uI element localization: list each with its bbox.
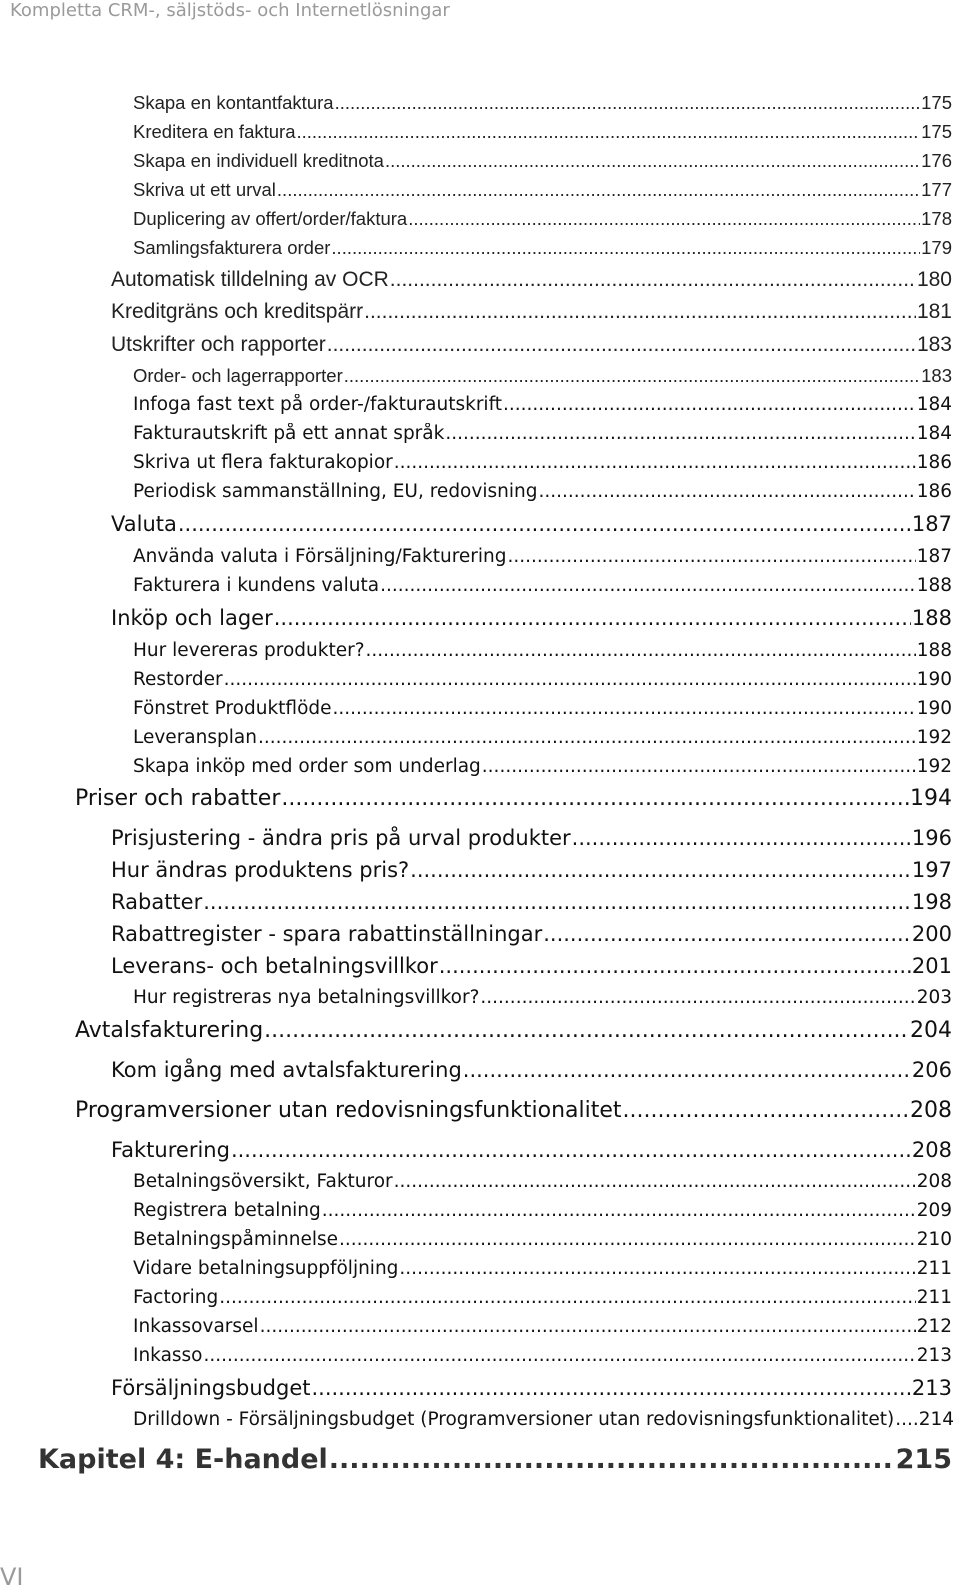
toc-leader bbox=[385, 150, 920, 172]
toc-entry[interactable] bbox=[133, 394, 952, 415]
toc-entry-title: Leverans- och betalningsvillkor bbox=[111, 954, 438, 978]
toc-entry-title: Kreditera en faktura bbox=[133, 121, 296, 142]
toc-entry-title: Hur levereras produkter? bbox=[133, 640, 365, 661]
toc-entry-title: Skriva ut flera fakturakopior bbox=[133, 452, 393, 473]
toc-entry-page: 179 bbox=[921, 237, 952, 258]
toc-entry[interactable] bbox=[133, 92, 952, 114]
toc-entry-page: 178 bbox=[921, 208, 952, 229]
toc-leader bbox=[503, 394, 916, 415]
toc-entry-title: Factoring bbox=[133, 1287, 219, 1308]
toc-entry-page: 208 bbox=[911, 1138, 952, 1162]
toc-entry[interactable] bbox=[111, 890, 952, 914]
toc-entry-page: 215 bbox=[895, 1444, 952, 1475]
toc-entry-page: 192 bbox=[916, 727, 952, 748]
toc-entry-page: 210 bbox=[916, 1229, 952, 1250]
toc-leader bbox=[203, 890, 911, 914]
toc-entry-title: Skapa en individuell kreditnota bbox=[133, 150, 384, 171]
toc-entry[interactable] bbox=[133, 481, 952, 502]
toc-entry-title: Utskrifter och rapporter bbox=[111, 333, 326, 356]
toc-entry-page: 184 bbox=[916, 423, 952, 444]
toc-entry[interactable] bbox=[133, 150, 952, 172]
toc-entry[interactable] bbox=[133, 423, 952, 444]
toc-leader bbox=[463, 1058, 911, 1082]
toc-leader bbox=[366, 640, 916, 661]
toc-entry[interactable] bbox=[133, 987, 952, 1008]
toc-leader bbox=[322, 1200, 916, 1221]
toc-leader bbox=[311, 1376, 910, 1400]
toc-entry-page: 175 bbox=[921, 92, 952, 113]
page-number: VI bbox=[0, 1563, 24, 1591]
toc-entry-page: 211 bbox=[916, 1258, 952, 1279]
toc-leader bbox=[296, 121, 920, 143]
toc-entry-page: 188 bbox=[911, 606, 952, 630]
toc-leader bbox=[399, 1258, 915, 1279]
toc-entry-title: Kapitel 4: E-handel bbox=[38, 1444, 328, 1475]
toc-leader bbox=[264, 1018, 909, 1043]
toc-entry[interactable] bbox=[111, 268, 952, 292]
toc-entry-page: 197 bbox=[911, 858, 952, 882]
toc-entry-page: 211 bbox=[916, 1287, 952, 1308]
toc-entry-title: Valuta bbox=[111, 512, 177, 536]
toc-entry-page: 190 bbox=[916, 698, 952, 719]
toc-entry-title: Inkasso bbox=[133, 1345, 203, 1366]
toc-leader bbox=[394, 452, 916, 473]
toc-leader bbox=[482, 756, 916, 777]
toc-entry-title: Fakturautskrift på ett annat språk bbox=[133, 423, 445, 444]
toc-entry[interactable] bbox=[133, 237, 952, 259]
toc-entry[interactable] bbox=[133, 1200, 952, 1221]
toc-leader bbox=[390, 268, 916, 292]
toc-entry[interactable] bbox=[133, 698, 952, 719]
toc-entry-page: 187 bbox=[916, 546, 952, 567]
toc-entry-page: 175 bbox=[921, 121, 952, 142]
toc-entry-title: Infoga fast text på order-/fakturautskrift bbox=[133, 394, 503, 415]
toc-leader bbox=[281, 786, 909, 811]
toc-entry-title: Skriva ut ett urval bbox=[133, 179, 276, 200]
toc-entry[interactable] bbox=[111, 1058, 952, 1082]
toc-entry-title: Inkassovarsel bbox=[133, 1316, 259, 1337]
toc-entry-page: 190 bbox=[916, 669, 952, 690]
toc-entry[interactable] bbox=[111, 954, 952, 978]
toc-entry-page: 177 bbox=[921, 179, 952, 200]
toc-leader bbox=[274, 606, 911, 630]
toc-leader bbox=[445, 423, 915, 444]
toc-entry[interactable] bbox=[111, 826, 952, 850]
toc-leader bbox=[572, 826, 911, 850]
toc-entry-page: 176 bbox=[921, 150, 952, 171]
toc-entry-page: 212 bbox=[916, 1316, 952, 1337]
toc-leader bbox=[333, 698, 916, 719]
toc-leader bbox=[623, 1098, 909, 1123]
toc-entry-page: 186 bbox=[916, 452, 952, 473]
toc-entry-title: Periodisk sammanställning, EU, redovisning bbox=[133, 481, 538, 502]
toc-entry-title: Skapa en kontantfaktura bbox=[133, 92, 334, 113]
toc-entry-chapter[interactable] bbox=[38, 1444, 952, 1475]
toc-entry-page: 208 bbox=[916, 1171, 952, 1192]
toc-entry-title: Duplicering av offert/order/faktura bbox=[133, 208, 408, 229]
toc-entry-page: 200 bbox=[911, 922, 952, 946]
toc-leader bbox=[204, 1345, 916, 1366]
toc-entry[interactable] bbox=[133, 1345, 952, 1366]
toc-entry-title: Skapa inköp med order som underlag bbox=[133, 756, 481, 777]
toc-leader bbox=[543, 922, 911, 946]
toc-entry-page: 214 bbox=[918, 1409, 954, 1430]
toc-entry-title: Fakturering bbox=[111, 1138, 230, 1162]
toc-entry[interactable] bbox=[111, 333, 952, 357]
toc-entry-page: 192 bbox=[916, 756, 952, 777]
toc-entry-page: 184 bbox=[916, 394, 952, 415]
toc-entry-title: Vidare betalningsuppföljning bbox=[133, 1258, 399, 1279]
toc-entry[interactable] bbox=[111, 512, 952, 536]
toc-entry-title: Fönstret Produktflöde bbox=[133, 698, 332, 719]
toc-leader bbox=[364, 300, 916, 324]
toc-entry[interactable] bbox=[111, 1376, 952, 1400]
toc-entry-title: Inköp och lager bbox=[111, 606, 273, 630]
toc-entry[interactable] bbox=[111, 606, 952, 630]
toc-leader bbox=[439, 954, 911, 978]
toc-entry-title: Hur ändras produktens pris? bbox=[111, 858, 410, 882]
toc-entry-title: Fakturera i kundens valuta bbox=[133, 575, 380, 596]
toc-leader bbox=[231, 1138, 911, 1162]
toc-leader bbox=[408, 208, 920, 230]
toc-leader bbox=[480, 987, 915, 1008]
toc-leader bbox=[380, 575, 916, 596]
toc-entry[interactable] bbox=[133, 669, 952, 690]
toc-entry-page: 203 bbox=[916, 987, 952, 1008]
toc-leader bbox=[260, 1316, 916, 1337]
toc-leader bbox=[344, 365, 920, 387]
toc-entry-title: Kom igång med avtalsfakturering bbox=[111, 1058, 462, 1082]
toc-entry[interactable] bbox=[75, 786, 952, 811]
toc-entry-page: 183 bbox=[916, 333, 952, 356]
toc-entry-page: 196 bbox=[911, 826, 952, 850]
toc-entry-page: 208 bbox=[910, 1098, 952, 1123]
toc-entry-page: 183 bbox=[921, 365, 952, 386]
toc-entry-title: Betalningsöversikt, Fakturor bbox=[133, 1171, 393, 1192]
toc-entry[interactable] bbox=[133, 1258, 952, 1279]
toc-entry-page: 201 bbox=[911, 954, 952, 978]
toc-entry[interactable] bbox=[133, 1409, 954, 1430]
toc-entry-title: Prisjustering - ändra pris på urval produkter bbox=[111, 826, 571, 850]
toc-entry[interactable] bbox=[111, 858, 952, 882]
toc-leader bbox=[508, 546, 916, 567]
toc-entry[interactable] bbox=[133, 727, 952, 748]
toc-entry[interactable] bbox=[133, 1316, 952, 1337]
toc-entry[interactable] bbox=[75, 1098, 952, 1123]
toc-leader bbox=[895, 1409, 917, 1430]
toc-entry[interactable] bbox=[133, 208, 952, 230]
toc-entry-title: Programversioner utan redovisningsfunktionalitet bbox=[75, 1098, 622, 1123]
toc-leader bbox=[327, 333, 916, 357]
toc-entry[interactable] bbox=[111, 300, 952, 324]
toc-entry-page: 188 bbox=[916, 575, 952, 596]
running-header: Kompletta CRM-, säljstöds- och Internetlösningar bbox=[10, 0, 450, 21]
toc-leader bbox=[219, 1287, 915, 1308]
toc-entry-title: Avtalsfakturering bbox=[75, 1018, 264, 1043]
toc-entry-page: 187 bbox=[911, 512, 952, 536]
toc-entry-page: 186 bbox=[916, 481, 952, 502]
toc-entry-title: Priser och rabatter bbox=[75, 786, 281, 811]
toc-entry-page: 213 bbox=[916, 1345, 952, 1366]
toc-entry-title: Kreditgräns och kreditspärr bbox=[111, 300, 364, 323]
toc-leader bbox=[335, 92, 921, 114]
toc-entry-page: 204 bbox=[910, 1018, 952, 1043]
toc-entry[interactable] bbox=[133, 179, 952, 201]
toc-entry[interactable] bbox=[111, 922, 952, 946]
toc-entry[interactable] bbox=[133, 1287, 952, 1308]
toc-leader bbox=[339, 1229, 916, 1250]
toc-entry-page: 181 bbox=[916, 300, 952, 323]
toc-entry[interactable] bbox=[133, 121, 952, 143]
toc-leader bbox=[258, 727, 916, 748]
toc-entry-title: Försäljningsbudget bbox=[111, 1376, 311, 1400]
toc-leader bbox=[178, 512, 911, 536]
toc-entry[interactable] bbox=[133, 1171, 952, 1192]
toc-entry-page: 188 bbox=[916, 640, 952, 661]
toc-entry-title: Leveransplan bbox=[133, 727, 257, 748]
toc-leader bbox=[331, 237, 920, 259]
toc-entry-title: Automatisk tilldelning av OCR bbox=[111, 268, 389, 291]
toc-entry-title: Rabatter bbox=[111, 890, 203, 914]
toc-entry-page: 213 bbox=[911, 1376, 952, 1400]
toc-entry-title: Rabattregister - spara rabattinställningar bbox=[111, 922, 543, 946]
toc-entry-page: 194 bbox=[910, 786, 952, 811]
toc-entry-page: 198 bbox=[911, 890, 952, 914]
toc-entry-page: 180 bbox=[916, 268, 952, 291]
toc-entry[interactable] bbox=[133, 756, 952, 777]
toc-entry-title: Betalningspåminnelse bbox=[133, 1229, 339, 1250]
toc-entry[interactable] bbox=[111, 1138, 952, 1162]
toc-entry-title: Registrera betalning bbox=[133, 1200, 321, 1221]
toc-leader bbox=[329, 1444, 895, 1475]
toc-entry[interactable] bbox=[133, 1229, 952, 1250]
toc-entry-title: Hur registreras nya betalningsvillkor? bbox=[133, 987, 480, 1008]
toc-leader bbox=[277, 179, 920, 201]
toc-leader bbox=[410, 858, 911, 882]
toc-leader bbox=[538, 481, 915, 502]
toc-entry-title: Samlingsfakturera order bbox=[133, 237, 331, 258]
toc-entry-page: 209 bbox=[916, 1200, 952, 1221]
toc-entry-page: 206 bbox=[911, 1058, 952, 1082]
toc-entry-title: Order- och lagerrapporter bbox=[133, 365, 343, 386]
toc-entry[interactable] bbox=[133, 452, 952, 473]
toc-entry-title: Använda valuta i Försäljning/Fakturering bbox=[133, 546, 507, 567]
toc-entry[interactable] bbox=[133, 546, 952, 567]
toc-entry-title: Restorder bbox=[133, 669, 223, 690]
toc-entry[interactable] bbox=[133, 365, 952, 387]
toc-entry[interactable] bbox=[133, 640, 952, 661]
toc-leader bbox=[394, 1171, 916, 1192]
toc-entry-title: Drilldown - Försäljningsbudget (Programversioner utan redovisningsfunktionalitet) bbox=[133, 1409, 895, 1430]
toc-leader bbox=[224, 669, 916, 690]
toc-entry[interactable] bbox=[133, 575, 952, 596]
toc-entry[interactable] bbox=[75, 1018, 952, 1043]
